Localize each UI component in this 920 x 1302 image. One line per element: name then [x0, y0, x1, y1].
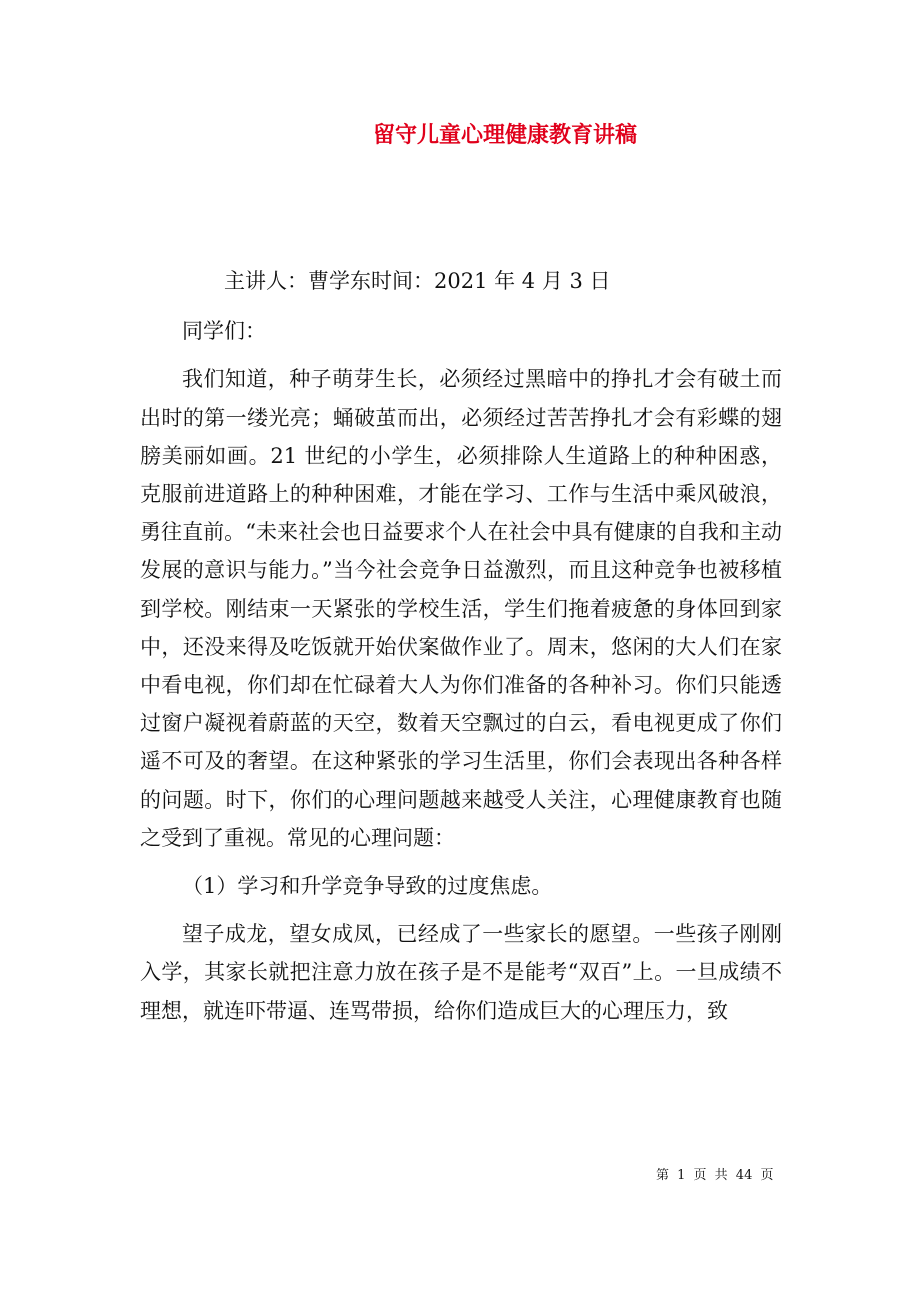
- paragraph-anxiety: 望子成龙，望女成凤，已经成了一些家长的愿望。一些孩子刚刚入学，其家长就把注意力放在孩子是不是能考“双百”上。一旦成绩不理想，就连吓带逼、连骂带损，给你们造成巨大的心理压力，致: [140, 922, 782, 1023]
- greeting: 同学们：: [182, 319, 266, 344]
- speaker-date-line: 主讲人：曹学东时间：2021 年 4 月 3 日: [224, 269, 611, 293]
- paragraph-intro: 我们知道，种子萌芽生长，必须经过黑暗中的挣扎才会有破土而出时的第一缕光亮；蛹破茧而出，必须经过苦苦挣扎才会有彩蝶的翅膀美丽如画。21 世纪的小学生，必须排除人生道路上的种种困惑，克服前进道路上的种种困难，才能在学习、工作与生活中乘风破浪，勇往直前。“未来社会也日益要求个人在社会中具有健康的自我和主动发展的意识与能力。”当今社会竞争日益激烈，而且这种竞争也被移植到学校。刚结束一天紧张的学校生活，学生们拖着疲惫的身体回到家中，还没来得及吃饭就开始伏案做作业了。周末，悠闲的大人们在家中看电视，你们却在忙碌着大人为你们准备的各种补习。你们只能透过窗户凝视着蔚蓝的天空，数着天空飘过的白云，看电视更成了你们遥不可及的奢望。在这种紧张的学习生活里，你们会表现出各种各样的问题。时下，你们的心理问题越来越受人关注，心理健康教育也随之受到了重视。常见的心理问题：: [140, 367, 782, 850]
- document-body: [140, 262, 782, 1040]
- section-heading: （1）学习和升学竞争导致的过度焦虑。: [182, 874, 553, 899]
- document-title: 留守儿童心理健康教育讲稿: [372, 122, 637, 148]
- page-number-footer: 第 1 页 共 44 页: [656, 1168, 774, 1183]
